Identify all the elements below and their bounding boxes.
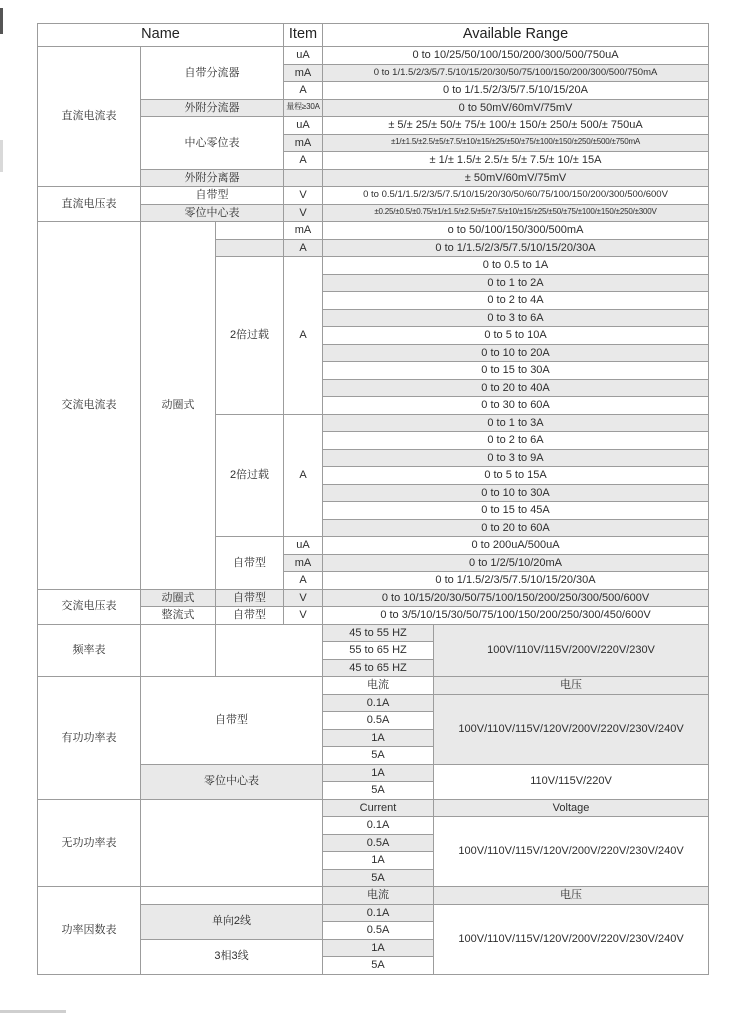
table-cell: 自带型 <box>141 677 323 765</box>
header-cell: Available Range <box>323 24 709 47</box>
table-cell: 0 to 10 to 20A <box>323 344 709 362</box>
table-cell: A <box>284 82 323 100</box>
table-cell: 0 to 2 to 6A <box>323 432 709 450</box>
table-cell: ±1/±1.5/±2.5/±5/±7.5/±10/±15/±25/±50/±75/±100/±150/±250/±500/±750mA <box>323 134 709 152</box>
table-cell: 2倍过载 <box>216 414 284 537</box>
table-cell: 5A <box>323 869 434 887</box>
table-cell <box>216 624 323 677</box>
table-cell: mA <box>284 554 323 572</box>
table-cell: mA <box>284 222 323 240</box>
table-cell: 0 to 1/2/5/10/20mA <box>323 554 709 572</box>
table-cell: 0 to 3 to 9A <box>323 449 709 467</box>
table-cell: 0 to 0.5/1/1.5/2/3/5/7.5/10/15/20/30/50/60/75/100/150/200/300/500/600V <box>323 187 709 205</box>
table-cell: V <box>284 187 323 205</box>
table-cell: 5A <box>323 747 434 765</box>
table-cell: 55 to 65 HZ <box>323 642 434 660</box>
table-cell: 45 to 65 HZ <box>323 659 434 677</box>
table-cell: 电压 <box>434 677 709 695</box>
table-cell: 0 to 1/1.5/2/3/5/7.5/10/15/20/30/50/75/100/150/200/300/500/750mA <box>323 64 709 82</box>
table-cell: ± 50mV/60mV/75mV <box>323 169 709 187</box>
table-cell: 自带型 <box>216 537 284 590</box>
header-cell: Name <box>38 24 284 47</box>
table-cell: V <box>284 204 323 222</box>
table-cell: Voltage <box>434 799 709 817</box>
table-cell: 0 to 2 to 4A <box>323 292 709 310</box>
table-cell <box>216 222 284 240</box>
table-cell: 功率因数表 <box>38 887 141 975</box>
table-cell: 交流电压表 <box>38 589 141 624</box>
table-row <box>38 799 709 817</box>
scan-artifact-bottom-left <box>0 1010 66 1013</box>
table-cell: uA <box>284 117 323 135</box>
table-cell <box>141 887 323 905</box>
table-row <box>38 589 709 607</box>
spec-table-body <box>38 47 709 975</box>
table-cell: 0 to 1 to 3A <box>323 414 709 432</box>
table-cell: 自带型 <box>141 187 284 205</box>
table-cell: 无功功率表 <box>38 799 141 887</box>
table-cell: 0 to 15 to 45A <box>323 502 709 520</box>
table-cell: 0 to 10/15/20/30/50/75/100/150/200/250/300/500/600V <box>323 589 709 607</box>
table-cell: mA <box>284 134 323 152</box>
table-cell: uA <box>284 47 323 65</box>
table-cell: 0.1A <box>323 694 434 712</box>
table-cell: uA <box>284 537 323 555</box>
table-row <box>38 677 709 695</box>
table-cell <box>284 169 323 187</box>
table-cell: ± 1/± 1.5/± 2.5/± 5/± 7.5/± 10/± 15A <box>323 152 709 170</box>
table-cell: 外附分流器 <box>141 99 284 117</box>
table-cell: Current <box>323 799 434 817</box>
table-cell: 直流电压表 <box>38 187 141 222</box>
table-cell: 中心零位表 <box>141 117 284 170</box>
table-cell: 0 to 30 to 60A <box>323 397 709 415</box>
header-row <box>38 24 709 47</box>
table-cell: 45 to 55 HZ <box>323 624 434 642</box>
table-cell: 0 to 200uA/500uA <box>323 537 709 555</box>
table-cell: 直流电流表 <box>38 47 141 187</box>
table-cell: 1A <box>323 764 434 782</box>
table-cell: ±0.25/±0.5/±0.75/±1/±1.5/±2.5/±5/±7.5/±10/±15/±25/±50/±75/±100/±150/±250/±300V <box>323 204 709 222</box>
table-cell: A <box>284 572 323 590</box>
table-cell: 0.5A <box>323 922 434 940</box>
table-row <box>38 222 709 240</box>
table-cell: 自带型 <box>216 607 284 625</box>
table-cell: 100V/110V/115V/200V/220V/230V <box>434 624 709 677</box>
table-cell: A <box>284 152 323 170</box>
table-cell: 0 to 1 to 2A <box>323 274 709 292</box>
table-cell <box>141 799 323 887</box>
table-cell: 交流电流表 <box>38 222 141 590</box>
table-cell: 0 to 15 to 30A <box>323 362 709 380</box>
table-cell: 动圈式 <box>141 589 216 607</box>
scan-artifact-left-edge <box>0 140 3 172</box>
table-cell: 5A <box>323 957 434 975</box>
table-cell: 0 to 1/1.5/2/3/5/7.5/10/15/20A <box>323 82 709 100</box>
table-cell: 自带型 <box>216 589 284 607</box>
spec-table-header <box>38 24 709 47</box>
table-row <box>38 47 709 65</box>
spec-table <box>37 23 709 975</box>
table-cell: 100V/110V/115V/120V/200V/220V/230V/240V <box>434 694 709 764</box>
table-cell <box>216 239 284 257</box>
table-row <box>38 624 709 642</box>
table-cell: 0.5A <box>323 834 434 852</box>
table-cell: 3相3线 <box>141 939 323 974</box>
table-cell: 零位中心表 <box>141 204 284 222</box>
table-cell: 有功功率表 <box>38 677 141 800</box>
table-cell: 电流 <box>323 887 434 905</box>
table-cell: 1A <box>323 729 434 747</box>
table-cell: 电流 <box>323 677 434 695</box>
table-cell: 1A <box>323 939 434 957</box>
table-cell: 0 to 50mV/60mV/75mV <box>323 99 709 117</box>
table-cell: 1A <box>323 852 434 870</box>
table-cell: 0 to 1/1.5/2/3/5/7.5/10/15/20/30A <box>323 239 709 257</box>
table-cell: 0 to 20 to 40A <box>323 379 709 397</box>
header-cell: Item <box>284 24 323 47</box>
table-cell: 0 to 1/1.5/2/3/5/7.5/10/15/20/30A <box>323 572 709 590</box>
table-cell: 自带分流器 <box>141 47 284 100</box>
table-cell: A <box>284 414 323 537</box>
scan-artifact-top-left <box>0 8 3 34</box>
table-cell: 0 to 3 to 6A <box>323 309 709 327</box>
table-cell: 0.1A <box>323 817 434 835</box>
table-cell: 动圈式 <box>141 222 216 590</box>
table-cell: 0 to 10 to 30A <box>323 484 709 502</box>
table-cell: 0.5A <box>323 712 434 730</box>
table-cell: 0 to 5 to 15A <box>323 467 709 485</box>
table-cell: A <box>284 257 323 415</box>
table-row <box>38 187 709 205</box>
table-cell: ± 5/± 25/± 50/± 75/± 100/± 150/± 250/± 500/± 750uA <box>323 117 709 135</box>
table-cell: 100V/110V/115V/120V/200V/220V/230V/240V <box>434 904 709 974</box>
table-cell: 外附分离器 <box>141 169 284 187</box>
table-cell: V <box>284 607 323 625</box>
table-cell: 0 to 20 to 60A <box>323 519 709 537</box>
table-cell: 110V/115V/220V <box>434 764 709 799</box>
table-cell: 0 to 10/25/50/100/150/200/300/500/750uA <box>323 47 709 65</box>
table-cell: mA <box>284 64 323 82</box>
table-cell: 整流式 <box>141 607 216 625</box>
table-cell: o to 50/100/150/300/500mA <box>323 222 709 240</box>
table-cell <box>141 624 216 677</box>
table-row <box>38 887 709 905</box>
table-cell: 0 to 0.5 to 1A <box>323 257 709 275</box>
table-cell: 100V/110V/115V/120V/200V/220V/230V/240V <box>434 817 709 887</box>
table-cell: 5A <box>323 782 434 800</box>
table-cell: 量程≥30A <box>284 99 323 117</box>
table-cell: 0 to 3/5/10/15/30/50/75/100/150/200/250/300/450/600V <box>323 607 709 625</box>
table-cell: 电压 <box>434 887 709 905</box>
table-cell: 0 to 5 to 10A <box>323 327 709 345</box>
table-cell: V <box>284 589 323 607</box>
table-cell: 0.1A <box>323 904 434 922</box>
table-cell: 单向2线 <box>141 904 323 939</box>
table-cell: 频率表 <box>38 624 141 677</box>
table-cell: 2倍过载 <box>216 257 284 415</box>
table-cell: A <box>284 239 323 257</box>
table-cell: 零位中心表 <box>141 764 323 799</box>
